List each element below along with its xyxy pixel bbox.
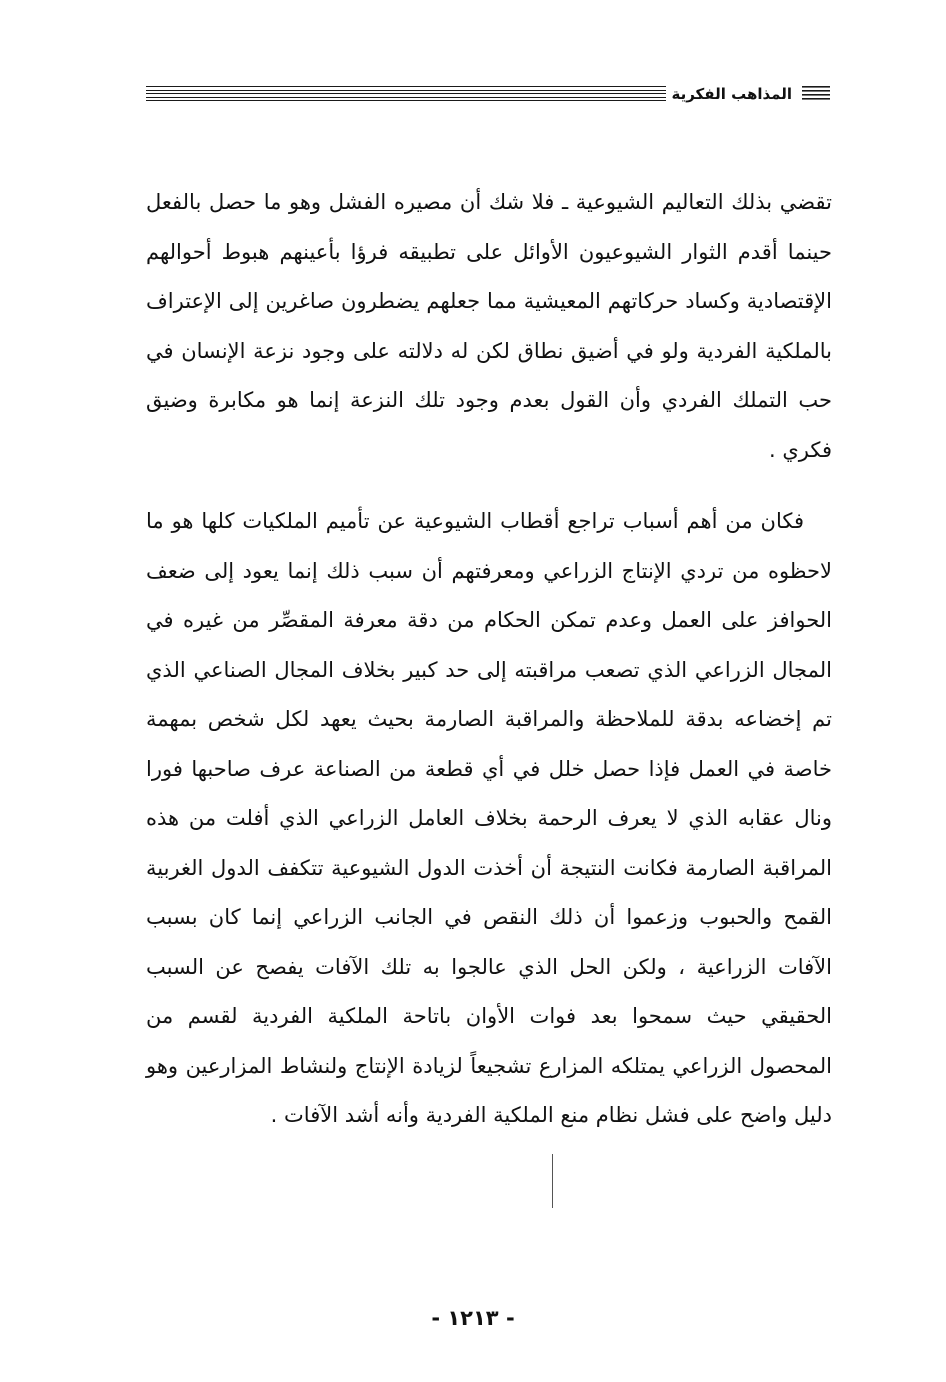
header-title: المذاهب الفكرية (668, 82, 797, 106)
paragraph: تقضي بذلك التعاليم الشيوعية ـ فلا شك أن مصيره الفشل وهو ما حصل بالفعل حينما أقدم الثوار الشيوعيون الأوائل على تطبيقه فرؤا بأعينهم هبوط أحوالهم الإقتصادية وكساد حركاتهم المعيشية مما جعلهم يضطرون صاغرين إلى الإعتراف بالملكية الفردية ولو في أضيق نطاق لكن له دلالته على وجود نزعة الإنسان في حب التملك الفردي وأن القول بعدم وجود تلك النزعة إنما هو مكابرة وضيق فكري . (146, 190, 832, 462)
paragraph: فكان من أهم أسباب تراجع أقطاب الشيوعية عن تأميم الملكيات كلها هو ما لاحظوه من تردي الإنتاج الزراعي ومعرفتهم أن سبب ذلك إنما يعود إلى ضعف الحوافز على العمل وعدم تمكن الحكام من دقة معرفة المقصِّر من غيره في المجال الزراعي الذي تصعب مراقبته إلى حد كبير بخلاف المجال الصناعي الذي تم إخضاعه بدقة للملاحظة والمراقبة الصارمة بحيث يعهد لكل شخص بمهمة خاصة في العمل فإذا حصل خلل في أي قطعة من الصناعة عرف صاحبها فورا ونال عقابه الذي لا يعرف الرحمة بخلاف العامل الزراعي الذي أفلت من هذه المراقبة الصارمة فكانت النتيجة أن أخذت الدول الشيوعية تتكفف الدول الغربية القمح والحبوب وزعموا أن ذلك النقص في الجانب الزراعي إنما كان بسبب الآفات الزراعية ، ولكن الحل الذي عالجوا به تلك الآفات يفصح عن السبب الحقيقي حيث سمحوا بعد فوات الأوان باتاحة الملكية الفردية لقسم من المحصول الزراعي يمتلكه المزارع تشجيعاً لزيادة الإنتاج ولنشاط المزارعين وهو دليل واضح على فشل نظام منع الملكية الفردية وأنه أشد الآفات . (146, 509, 832, 1127)
text-cursor (552, 1154, 553, 1208)
body-text (146, 178, 832, 1141)
header-lines-icon (802, 86, 830, 100)
header-rules (146, 86, 666, 104)
page-number: - ١٢١٣ - (431, 1306, 515, 1330)
running-header (146, 82, 830, 108)
